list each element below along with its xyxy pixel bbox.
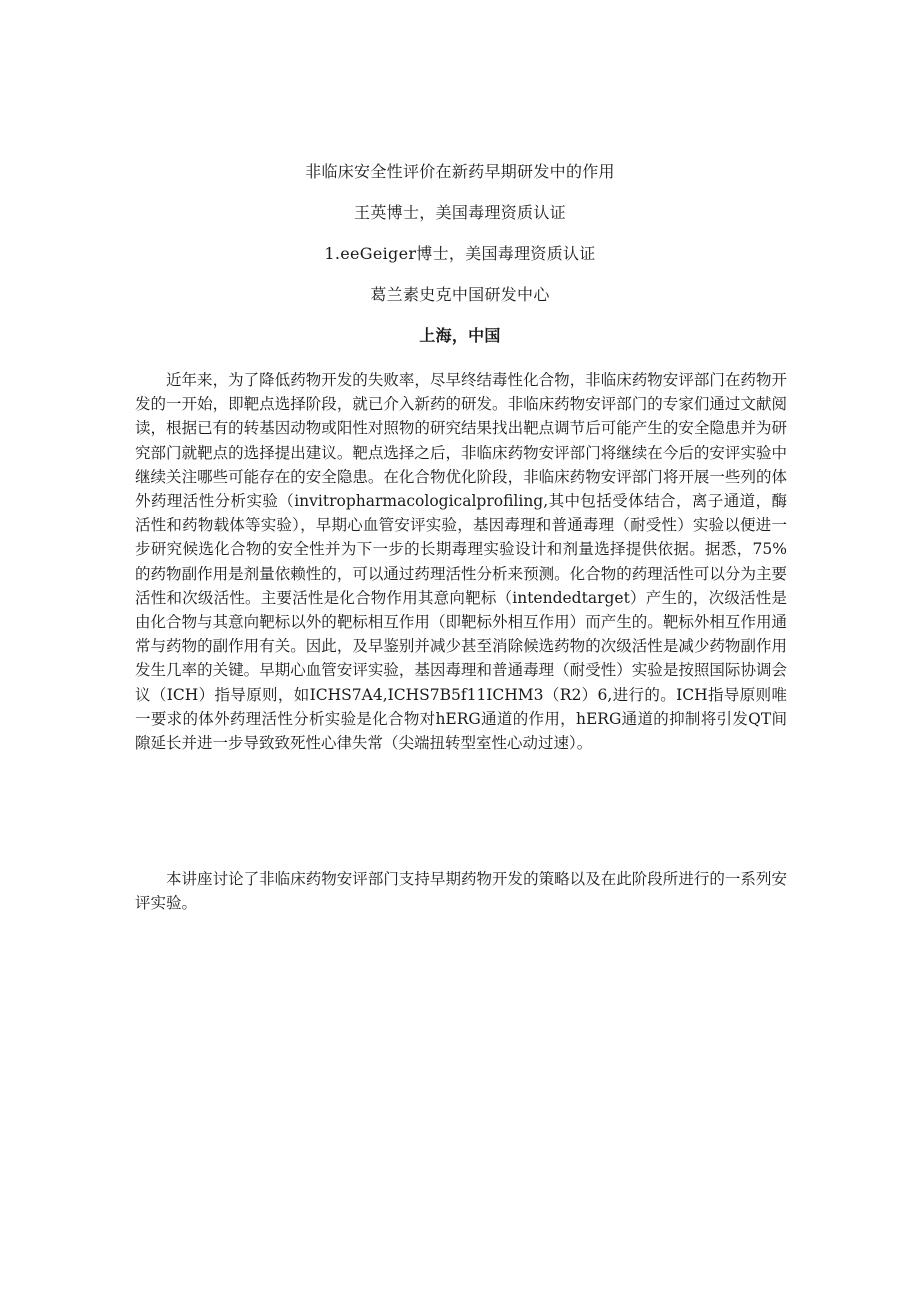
paragraph-abstract: 近年来，为了降低药物开发的失败率，尽早终结毒性化合物，非临床药物安评部门在药物开发的一开始，即靶点选择阶段，就已介入新药的研发。非临床药物安评部门的专家们通过文献阅读，根据已有的转基因动物或阳性对照物的研究结果找出靶点调节后可能产生的安全隐患并为研究部门就靶点的选择提出建议。靶点选择之后，非临床药物安评部门将继续在今后的安评实验中继续关注哪些可能存在的安全隐患。在化合物优化阶段，非临床药物安评部门将开展一些列的体外药理活性分析实验（invitropharmacologicalprofiling,其中包括受体结合，离子通道，酶活性和药物载体等实验），早期心血管安评实验，基因毒理和普通毒理（耐受性）实验以便进一步研究候选化合物的安全性并为下一步的长期毒理实验设计和剂量选择提供依据。据悉，75%的药物副作用是剂量依赖性的，可以通过药理活性分析来预测。化合物的药理活性可以分为主要活性和次级活性。主要活性是化合物作用其意向靶标（intendedtarget）产生的，次级活性是由化合物与其意向靶标以外的靶标相互作用（即靶标外相互作用）而产生的。靶标外相互作用通常与药物的副作用有关。因此，及早鉴别并减少甚至消除候选药物的次级活性是减少药物副作用发生几率的关键。早期心血管安评实验，基因毒理和普通毒理（耐受性）实验是按照国际协调会议（ICH）指导原则，如ICHS7A4,ICHS7B5f11ICHM3（R2）6,进行的。ICH指导原则唯一要求的体外药理活性分析实验是化合物对hERG通道的作用，hERG通道的抑制将引发QT间隙延长并进一步导致致死性心律失常（尖端扭转型室性心动过速）。 [135,371,787,753]
document-header [0,160,920,365]
location: 上海，中国 [419,326,501,345]
organization: 葛兰素史克中国研发中心 [370,285,550,304]
document-title: 非临床安全性评价在新药早期研发中的作用 [305,162,615,181]
author-line-1: 王英博士，美国毒理资质认证 [354,203,566,222]
author-line-2: 1.eeGeiger博士，美国毒理资质认证 [324,244,596,263]
paragraph-summary: 本讲座讨论了非临床药物安评部门支持早期药物开发的策略以及在此阶段所进行的一系列安评实验。 [135,870,787,913]
